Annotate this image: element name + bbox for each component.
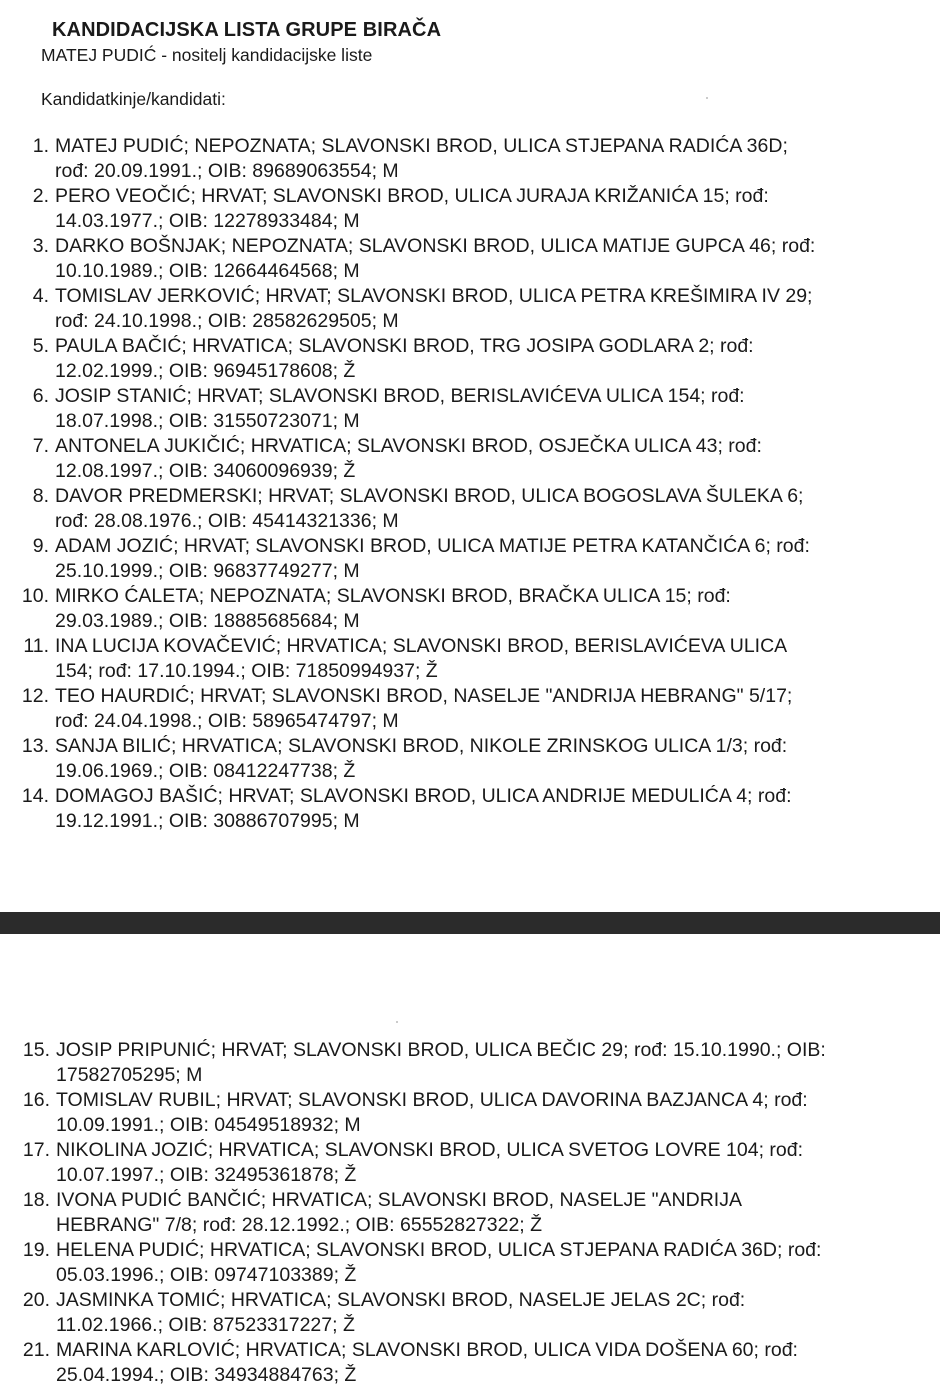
candidate-line-1: JOSIP PRIPUNIĆ; HRVAT; SLAVONSKI BROD, ULICA BEČIC 29; rođ: 15.10.1990.; OIB: [56,1039,826,1061]
candidate-number: 19. [22,1239,50,1261]
candidate-line-1: ANTONELA JUKIČIĆ; HRVATICA; SLAVONSKI BROD, OSJEČKA ULICA 43; rođ: [55,435,762,457]
candidate-line-2: 154; rođ: 17.10.1994.; OIB: 71850994937; Ž [55,660,438,682]
candidate-line-1: ADAM JOZIĆ; HRVAT; SLAVONSKI BROD, ULICA MATIJE PETRA KATANČIĆA 6; rođ: [55,535,810,557]
candidate-line-2: 19.12.1991.; OIB: 30886707995; M [55,810,360,832]
candidate-line-2: rođ: 20.09.1991.; OIB: 89689063554; M [55,160,399,182]
candidate-number: 10. [21,585,49,607]
candidate-number: 3. [32,235,49,257]
candidate-line-2: 14.03.1977.; OIB: 12278933484; M [55,210,360,232]
candidate-line-1: MIRKO ĆALETA; NEPOZNATA; SLAVONSKI BROD, BRAČKA ULICA 15; rođ: [55,585,731,607]
candidate-line-1: JOSIP STANIĆ; HRVAT; SLAVONSKI BROD, BERISLAVIĆEVA ULICA 154; rođ: [55,385,745,407]
candidate-text [55,284,812,334]
candidate-line-1: JASMINKA TOMIĆ; HRVATICA; SLAVONSKI BROD, NASELJE JELAS 2C; rođ: [56,1289,746,1311]
candidate-number: 15. [22,1039,50,1061]
scan-speck [706,97,708,99]
candidate-line-2: 05.03.1996.; OIB: 09747103389; Ž [56,1264,357,1286]
document-title: KANDIDACIJSKA LISTA GRUPE BIRAČA [52,19,442,41]
candidate-line-2: 25.10.1999.; OIB: 96837749277; M [55,560,360,582]
candidate-number: 13. [21,735,49,757]
candidate-number: 2. [32,185,49,207]
candidate-line-2: 18.07.1998.; OIB: 31550723071; M [55,410,360,432]
candidate-line-2: 25.04.1994.; OIB: 34934884763; Ž [56,1364,357,1386]
candidate-text [55,784,792,834]
candidate-number: 8. [32,485,49,507]
candidate-line-1: MARINA KARLOVIĆ; HRVATICA; SLAVONSKI BROD, ULICA VIDA DOŠENA 60; rođ: [56,1339,798,1361]
candidate-line-2: 17582705295; M [56,1064,203,1086]
candidate-number: 7. [32,435,49,457]
candidate-text [56,1138,803,1188]
candidate-number: 1. [32,135,49,157]
candidate-number: 20. [22,1289,50,1311]
candidate-number: 16. [22,1089,50,1111]
candidate-line-2: 29.03.1989.; OIB: 18885685684; M [55,610,360,632]
candidate-line-1: PERO VEOČIĆ; HRVAT; SLAVONSKI BROD, ULICA JURAJA KRIŽANIĆA 15; rođ: [55,185,769,207]
scan-speck [396,1021,398,1023]
candidate-number: 18. [22,1189,50,1211]
candidate-text [56,1088,808,1138]
candidate-line-1: TEO HAURDIĆ; HRVAT; SLAVONSKI BROD, NASELJE "ANDRIJA HEBRANG" 5/17; [55,685,793,707]
candidate-line-1: DAVOR PREDMERSKI; HRVAT; SLAVONSKI BROD, ULICA BOGOSLAVA ŠULEKA 6; [55,485,804,507]
candidate-text [55,584,731,634]
candidate-line-2: rođ: 24.04.1998.; OIB: 58965474797; M [55,710,399,732]
candidate-number: 12. [21,685,49,707]
candidate-text [55,734,787,784]
candidate-number: 14. [21,785,49,807]
candidate-text [55,634,787,684]
candidate-line-1: PAULA BAČIĆ; HRVATICA; SLAVONSKI BROD, TRG JOSIPA GODLARA 2; rođ: [55,335,754,357]
candidate-line-2: 12.02.1999.; OIB: 96945178608; Ž [55,360,356,382]
candidate-line-2: 10.07.1997.; OIB: 32495361878; Ž [56,1164,357,1186]
candidate-line-2: rođ: 28.08.1976.; OIB: 45414321336; M [55,510,399,532]
page-separator [0,912,940,934]
candidates-section-label: Kandidatkinje/kandidati: [41,89,226,109]
candidate-text [55,334,754,384]
candidate-line-1: TOMISLAV JERKOVIĆ; HRVAT; SLAVONSKI BROD, ULICA PETRA KREŠIMIRA IV 29; [55,285,813,307]
candidate-number: 6. [32,385,49,407]
candidate-number: 4. [32,285,49,307]
candidate-text [56,1238,821,1288]
candidate-line-1: MATEJ PUDIĆ; NEPOZNATA; SLAVONSKI BROD, ULICA STJEPANA RADIĆA 36D; [55,135,788,157]
candidate-line-1: DOMAGOJ BAŠIĆ; HRVAT; SLAVONSKI BROD, ULICA ANDRIJE MEDULIĆA 4; rođ: [55,785,792,807]
candidate-text [55,134,788,184]
candidate-line-1: NIKOLINA JOZIĆ; HRVATICA; SLAVONSKI BROD, ULICA SVETOG LOVRE 104; rođ: [56,1139,804,1161]
candidate-line-2: rođ: 24.10.1998.; OIB: 28582629505; M [55,310,399,332]
candidate-number: 21. [22,1339,50,1361]
candidate-text [55,384,745,434]
candidate-line-2: 12.08.1997.; OIB: 34060096939; Ž [55,460,356,482]
document-subtitle: MATEJ PUDIĆ - nositelj kandidacijske liste [41,45,373,65]
candidate-text [56,1038,826,1088]
candidate-line-1: HELENA PUDIĆ; HRVATICA; SLAVONSKI BROD, ULICA STJEPANA RADIĆA 36D; rođ: [56,1239,822,1261]
candidate-line-1: INA LUCIJA KOVAČEVIĆ; HRVATICA; SLAVONSKI BROD, BERISLAVIĆEVA ULICA [55,635,788,657]
candidate-line-2: 10.09.1991.; OIB: 04549518932; M [56,1114,361,1136]
candidate-line-1: TOMISLAV RUBIL; HRVAT; SLAVONSKI BROD, ULICA DAVORINA BAZJANCA 4; rođ: [56,1089,808,1111]
candidate-line-2: 11.02.1966.; OIB: 87523317227; Ž [56,1314,355,1336]
candidate-text [55,234,815,284]
candidate-text [56,1338,798,1388]
candidate-line-2: 19.06.1969.; OIB: 08412247738; Ž [55,760,356,782]
candidate-text [56,1188,742,1238]
candidate-number: 9. [32,535,49,557]
candidate-text [55,434,762,484]
candidate-text [56,1288,745,1338]
candidate-text [55,534,810,584]
candidate-line-2: 10.10.1989.; OIB: 12664464568; M [55,260,360,282]
candidate-text [55,484,803,534]
candidate-text [55,184,769,234]
candidate-number: 11. [23,635,49,657]
candidate-line-1: DARKO BOŠNJAK; NEPOZNATA; SLAVONSKI BROD, ULICA MATIJE GUPCA 46; rođ: [55,235,816,257]
candidate-line-1: SANJA BILIĆ; HRVATICA; SLAVONSKI BROD, NIKOLE ZRINSKOG ULICA 1/3; rođ: [55,735,788,757]
candidate-line-2: HEBRANG" 7/8; rođ: 28.12.1992.; OIB: 65552827322; Ž [56,1214,543,1236]
candidate-text [55,684,792,734]
candidate-number: 17. [22,1139,50,1161]
candidate-line-1: IVONA PUDIĆ BANČIĆ; HRVATICA; SLAVONSKI BROD, NASELJE "ANDRIJA [56,1189,742,1211]
candidate-number: 5. [32,335,49,357]
